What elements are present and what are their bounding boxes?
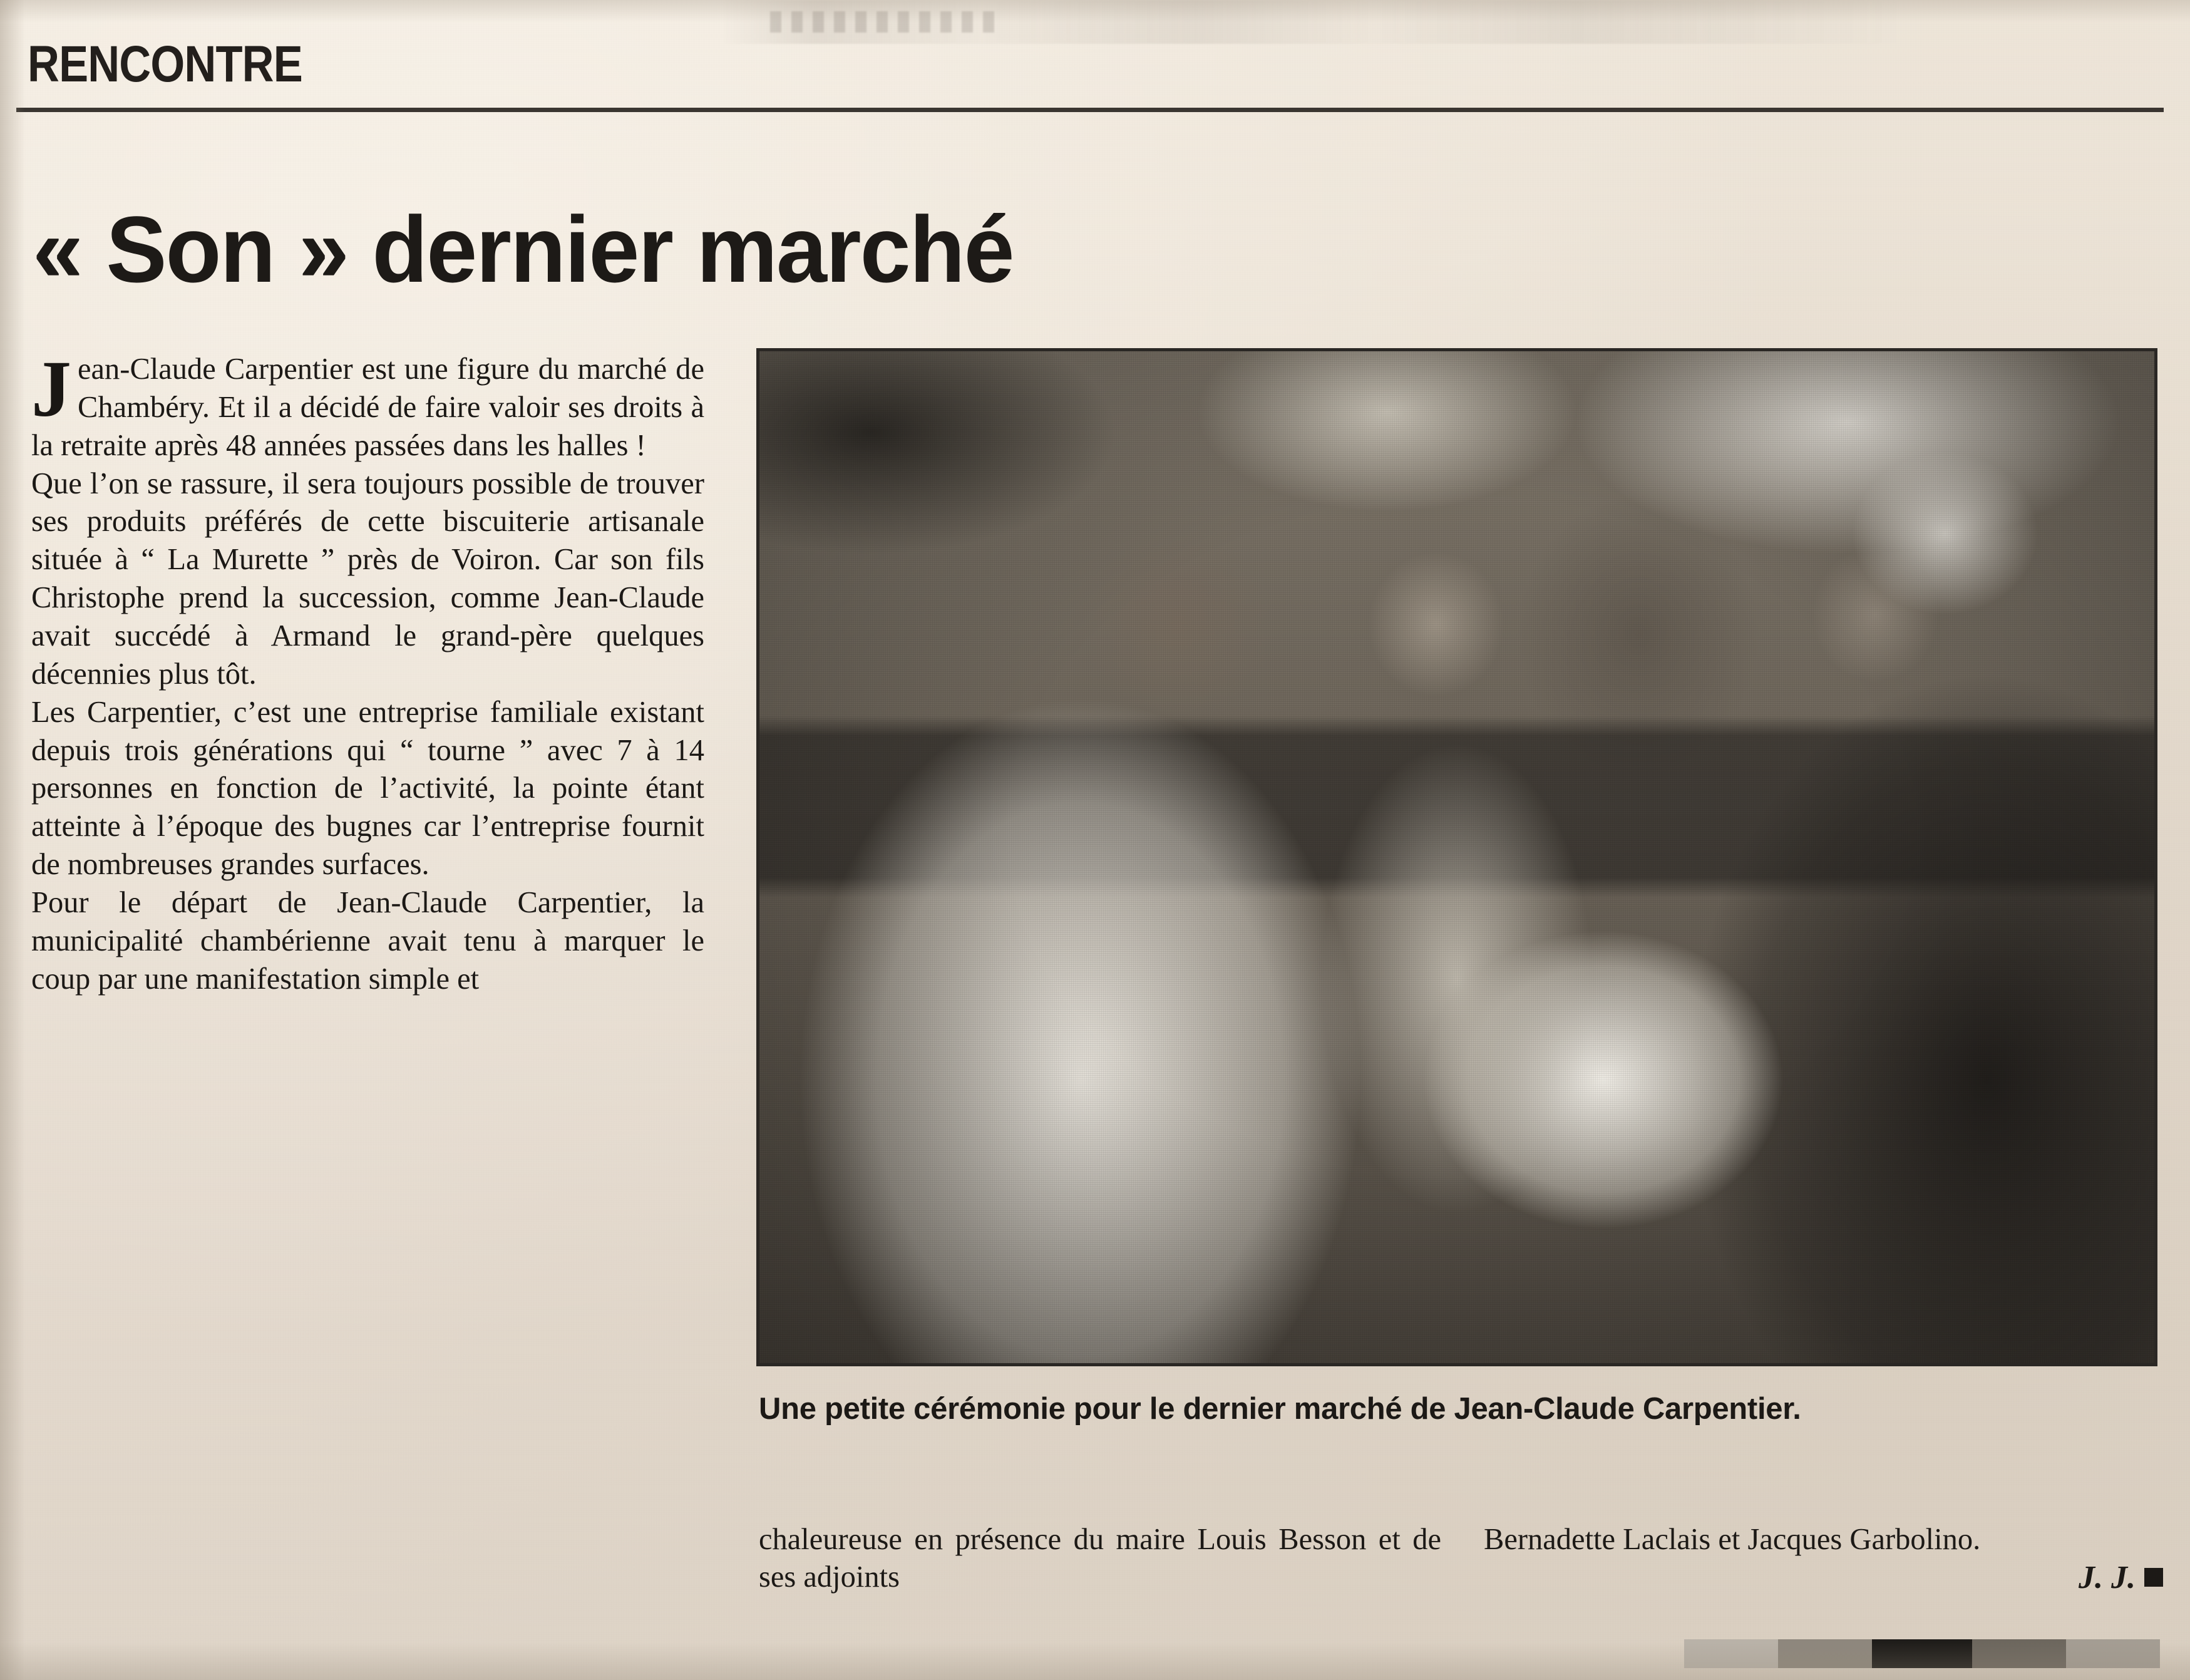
article-paragraph: Les Carpentier, c’est une entreprise familiale existant depuis trois générations qui “ tourne ” avec 7 à 14 personnes en fonction de l’activité, la pointe étant atteinte à l’époque des bugnes car l’entreprise fournit de nombreuses grandes surfaces.: [31, 695, 704, 882]
header-rule: [16, 108, 2164, 112]
article-paragraph: chaleureuse en présence du maire Louis Besson et de ses adjoints: [759, 1522, 1441, 1594]
register-mark-grey-35: [2066, 1639, 2160, 1668]
article-paragraph: Que l’on se rassure, il sera toujours possible de trouver ses produits préférés de cette biscuiterie artisanale située à “ La Murette ” près de Voiron. Car son fils Christophe prend la succession, comme Jean-Claude avait succédé à Armand le grand-père quelques décennies plus tôt.: [31, 466, 704, 691]
page-title: « Son » dernier marché: [33, 196, 1014, 302]
end-mark-icon: [2144, 1568, 2163, 1587]
article-paragraph: Bernadette Laclais et Jacques Garbolino.: [1484, 1522, 1981, 1556]
article-photo: [756, 348, 2157, 1366]
print-register-bar: [1684, 1639, 2160, 1668]
photo-caption: Une petite cérémonie pour le dernier marché de Jean-Claude Carpentier.: [759, 1392, 1801, 1426]
author-initials: J. J.: [2079, 1560, 2136, 1595]
register-mark-grey-50: [1778, 1639, 1872, 1668]
paragraph-text: ean-Claude Carpentier est une figure du marché de Chambéry. Et il a décidé de faire valoir ses droits à la retraite après 48 années passées dans les halles !: [31, 353, 704, 462]
bleed-through-text: [770, 11, 995, 33]
author-signature: [1484, 1559, 2163, 1596]
scan-edge-shadow: [0, 0, 25, 1680]
drop-cap: J: [31, 344, 71, 433]
photo-image: [759, 351, 2154, 1363]
article-paragraph: [31, 344, 704, 465]
register-mark-black: [1872, 1639, 1972, 1668]
article-column-middle: [759, 1490, 1441, 1627]
register-mark-grey-65: [1972, 1639, 2066, 1668]
article-column-left: [31, 344, 704, 999]
article-paragraph: Pour le départ de Jean-Claude Carpentier, la municipalité chambérienne avait tenu à marquer le coup par une manifestation simple et: [31, 886, 704, 996]
register-mark-grey-25: [1684, 1639, 1778, 1668]
section-kicker: RENCONTRE: [28, 36, 302, 93]
